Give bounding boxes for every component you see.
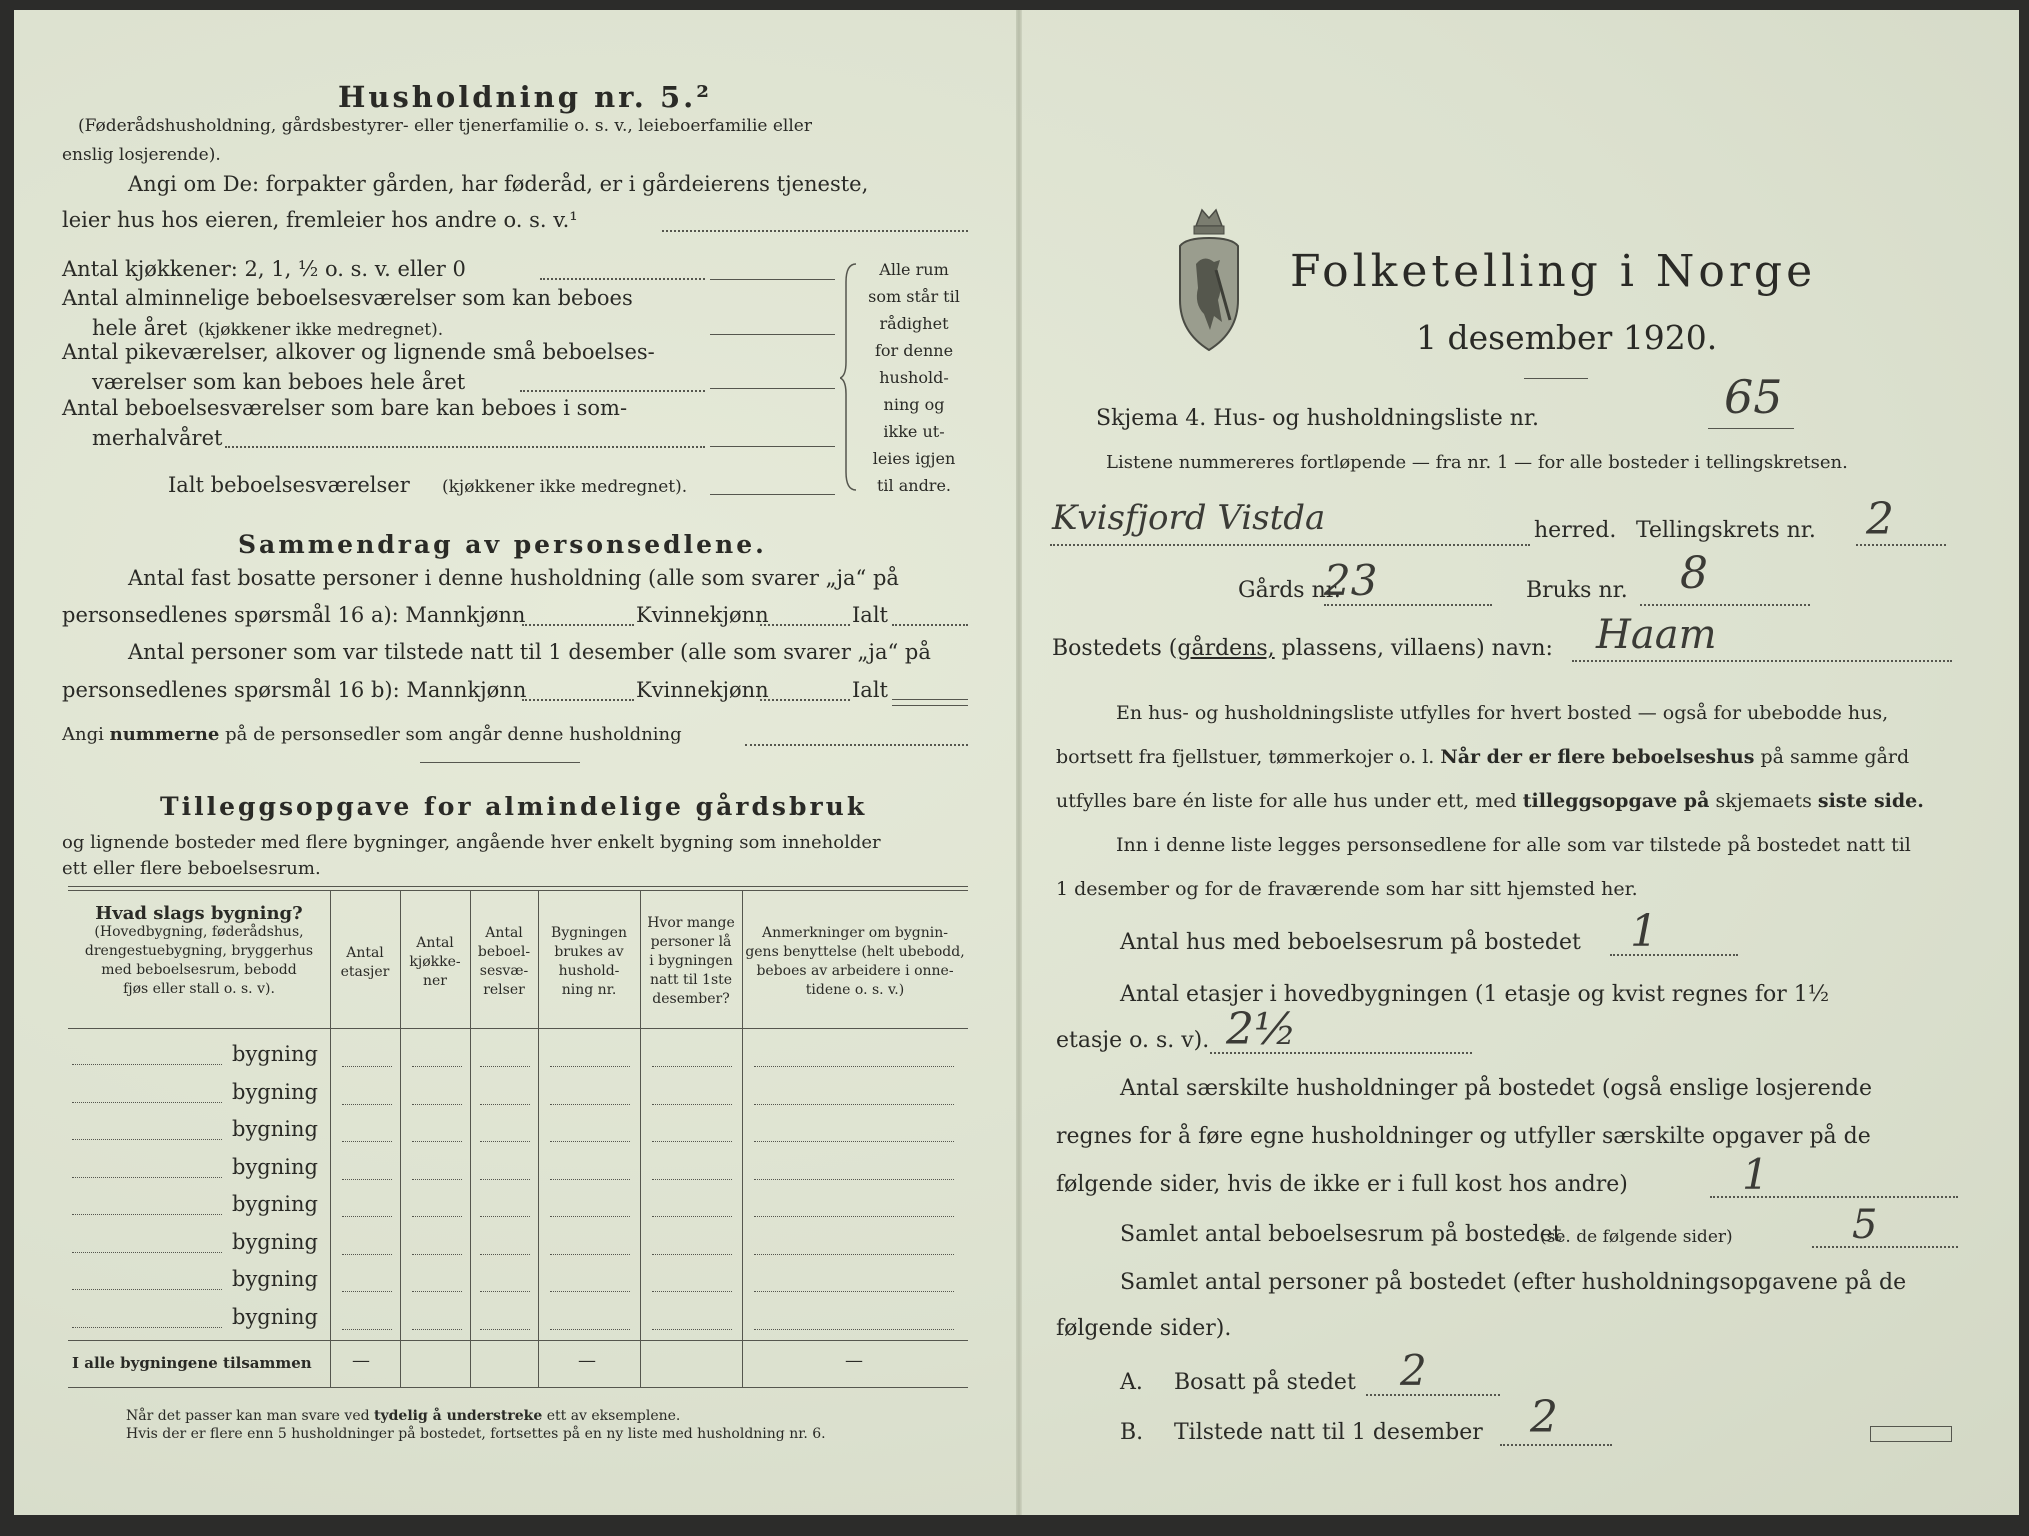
row-cell-fill: [754, 1141, 954, 1142]
row-cell-fill: [342, 1179, 392, 1180]
page-fold: [1016, 10, 1022, 1515]
table-bottom-rule: [68, 1387, 968, 1388]
kjokkener-line: [710, 279, 835, 280]
row-cell-fill: [342, 1291, 392, 1292]
alminnelige-label-2: hele året: [92, 316, 188, 340]
footnote-1-post: ett av eksemplene.: [546, 1408, 681, 1424]
row-cell-fill: [550, 1141, 630, 1142]
header-line: desember?: [652, 991, 730, 1007]
para1-3-mid: skjemaets: [1715, 790, 1812, 812]
header-line: relser: [483, 982, 525, 998]
para1-line-1: En hus- og husholdningsliste utfylles for hvert bosted — også for ubebodde hus,: [1116, 702, 1889, 724]
row-cell-fill: [550, 1291, 630, 1292]
angi-fill-line: [662, 230, 968, 232]
p1-ialt-fill: [892, 624, 968, 626]
herred-label: herred.: [1534, 518, 1617, 543]
para1-3-bold: tilleggsopgave på: [1522, 790, 1710, 812]
header-bygning-title: Hvad slags bygning?: [95, 903, 303, 924]
para1-line-3: [1056, 790, 1924, 812]
main-title: Folketelling i Norge: [1290, 246, 1817, 297]
row-label: bygning: [232, 1267, 318, 1291]
row-cell-fill: [652, 1179, 732, 1180]
b-fill: [1500, 1444, 1612, 1446]
sommer-dots: [225, 446, 705, 448]
samlet-pers-line-2: følgende sider).: [1056, 1316, 1232, 1341]
sammendrag-p2-1: Antal personer som var tilstede natt til 1 desember (alle som svarer „ja“ på: [128, 640, 931, 664]
bruks-fill: [1640, 604, 1810, 606]
printer-stamp: [1870, 1426, 1952, 1442]
row-cell-fill: [652, 1291, 732, 1292]
side-note-line: til andre.: [876, 476, 952, 495]
footnote-2: Hvis der er flere enn 5 husholdninger på bostedet, fortsettes på en ny liste med husholdning nr. 6.: [126, 1426, 826, 1442]
angi-nummerne: [62, 724, 682, 745]
kjokkener-label: Antal kjøkkener: 2, 1, ½ o. s. v. eller 0: [62, 257, 466, 281]
header-line: Antal: [485, 925, 523, 941]
sammendrag-p1-2: personsedlenes spørsmål 16 a): Mannkjønn: [62, 603, 526, 627]
total-dash-husholdning: —: [578, 1350, 596, 1371]
footnote-1-pre: Når det passer kan man svare ved: [126, 1408, 370, 1424]
para1-2-bold: Når der er flere beboelseshus: [1440, 746, 1755, 768]
row-cell-fill: [412, 1179, 462, 1180]
side-note-line: for denne: [874, 341, 954, 360]
header-line: natt til 1ste: [649, 972, 733, 988]
p1-ialt-label: Ialt: [852, 603, 888, 627]
samlet-rum-fill: [1812, 1246, 1958, 1248]
row-cell-fill: [412, 1254, 462, 1255]
row-cell-fill: [342, 1329, 392, 1330]
hus-value: 1: [1630, 906, 1658, 957]
footnote-1: [126, 1408, 680, 1424]
skjema-value: 65: [1724, 370, 1783, 424]
p2-kvinne-label: Kvinnekjønn: [636, 678, 769, 702]
header-cell-anmerkninger: [742, 924, 968, 1000]
header-cell-personer: [640, 914, 742, 1009]
table-total-rule: [68, 1340, 968, 1341]
b-text: Tilstede natt til 1 desember: [1174, 1420, 1483, 1445]
para2-line-1: Inn i denne liste legges personsedlene for alle som var tilstede på bostedet natt til: [1116, 834, 1911, 856]
samlet-rum-note: (se. de følgende sider): [1540, 1227, 1733, 1247]
header-line: tidene o. s. v.): [805, 982, 905, 998]
tellingskrets-fill: [1856, 544, 1946, 546]
ialt-note: (kjøkkener ikke medregnet).: [442, 477, 688, 497]
section-divider: [420, 762, 580, 763]
bosted-value: Haam: [1596, 612, 1717, 658]
saerskilte-fill: [1710, 1196, 1958, 1198]
header-line: etasjer: [340, 964, 390, 980]
listene-note: Listene nummereres fortløpende — fra nr. 1 — for alle bosteder i tellingskretsen.: [1106, 452, 1848, 473]
bosted-fill: [1572, 660, 1952, 662]
row-label: bygning: [232, 1117, 318, 1141]
bostedets-pre: Bostedets: [1052, 636, 1162, 661]
row-label: bygning: [232, 1079, 318, 1104]
row-cell-fill: [652, 1066, 732, 1067]
hus-label: Antal hus med beboelsesrum på bostedet: [1120, 930, 1581, 955]
row-cell-fill: [550, 1329, 630, 1330]
total-dash-anmerkninger: —: [845, 1350, 863, 1371]
header-line: kjøkke-: [409, 954, 461, 970]
row-cell-fill: [754, 1179, 954, 1180]
alminnelige-line: [710, 334, 835, 335]
table-header-rule: [68, 1028, 968, 1029]
row-cell-fill: [412, 1104, 462, 1105]
para1-3-bold2: siste side.: [1817, 790, 1924, 812]
p2-ialt-fill-2: [892, 705, 968, 706]
row-name-fill: [72, 1139, 222, 1140]
etasjer-line-1: Antal etasjer i hovedbygningen (1 etasje og kvist regnes for 1½: [1120, 982, 1830, 1007]
husholdning-title: Husholdning nr. 5.²: [338, 80, 712, 114]
sommer-label-1: Antal beboelsesværelser som bare kan beboes i som-: [62, 396, 628, 420]
samlet-rum-label: Samlet antal beboelsesrum på bostedet: [1120, 1222, 1562, 1247]
row-cell-fill: [412, 1141, 462, 1142]
row-cell-fill: [652, 1216, 732, 1217]
side-note-line: hushold-: [879, 368, 949, 387]
para1-3-pre: utfylles bare én liste for alle hus under ett, med: [1056, 790, 1517, 812]
norwegian-coat-of-arms-icon: [1166, 204, 1252, 354]
husholdning-subtitle-1: (Føderådshusholdning, gårdsbestyrer- eller tjenerfamilie o. s. v., leieboerfamilie eller: [78, 116, 812, 136]
p2-ialt-label: Ialt: [852, 678, 888, 702]
angi-nummerne-bold: nummerne: [109, 724, 220, 745]
ialt-line: [710, 494, 835, 495]
row-cell-fill: [550, 1179, 630, 1180]
p2-kvinne-fill: [760, 699, 850, 701]
kjokkener-dots: [540, 278, 705, 280]
b-label: B.: [1120, 1420, 1144, 1445]
header-cell-etasjer: [330, 944, 400, 982]
sammendrag-title: Sammendrag av personsedlene.: [238, 530, 767, 559]
side-note-line: ikke ut-: [883, 422, 945, 441]
header-line: beboes av arbeidere i onne-: [756, 963, 954, 979]
saerskilte-value: 1: [1742, 1150, 1769, 1199]
bostedets-label: Bostedets (gårdens, plassens, villaens) navn:: [1052, 636, 1553, 661]
gardens-underlined: gårdens,: [1177, 636, 1275, 661]
row-cell-fill: [550, 1216, 630, 1217]
herred-value: Kvisfjord Vistda: [1052, 498, 1326, 538]
footnote-1-bold: tydelig å understreke: [374, 1408, 543, 1424]
etasjer-fill: [1210, 1052, 1472, 1054]
skjema-fill: [1708, 428, 1794, 429]
tellingskrets-label: Tellingskrets nr.: [1636, 518, 1816, 543]
pike-label-2: værelser som kan beboes hele året: [92, 370, 466, 394]
row-cell-fill: [480, 1254, 530, 1255]
row-name-fill: [72, 1102, 222, 1103]
header-line: Bygningen: [551, 925, 627, 941]
header-line: Hvor mange: [647, 915, 735, 931]
header-line: sesvæ-: [479, 963, 529, 979]
skjema-label: Skjema 4. Hus- og husholdningsliste nr.: [1096, 406, 1539, 431]
row-cell-fill: [480, 1216, 530, 1217]
header-cell-vaerelser: [470, 924, 538, 1000]
row-cell-fill: [412, 1329, 462, 1330]
saerskilte-line-2: regnes for å føre egne husholdninger og utfyller særskilte opgaver på de: [1056, 1124, 1871, 1149]
row-cell-fill: [480, 1141, 530, 1142]
p1-kvinne-fill: [760, 624, 850, 626]
p1-kvinne-label: Kvinnekjønn: [636, 603, 769, 627]
angi-nummerne-post: på de personsedler som angår denne husholdning: [225, 724, 682, 745]
row-cell-fill: [342, 1141, 392, 1142]
bostedets-rest: plassens, villaens) navn:: [1281, 636, 1553, 661]
total-dash-etasjer: —: [352, 1350, 370, 1371]
p2-mann-fill: [522, 699, 634, 701]
alminnelige-label-1: Antal alminnelige beboelsesværelser som kan beboes: [62, 286, 633, 310]
side-note-line: Alle rum: [879, 260, 949, 279]
row-cell-fill: [754, 1104, 954, 1105]
row-cell-fill: [480, 1066, 530, 1067]
row-label: bygning: [232, 1229, 318, 1254]
header-line: med beboelsesrum, bebodd: [101, 962, 297, 978]
row-cell-fill: [480, 1291, 530, 1292]
side-note-line: ning og: [883, 395, 945, 414]
header-line: Antal: [416, 935, 454, 951]
title-divider: [1524, 378, 1588, 379]
alminnelige-note: (kjøkkener ikke medregnet).: [198, 320, 444, 340]
row-label: bygning: [232, 1192, 318, 1216]
row-cell-fill: [550, 1104, 630, 1105]
sammendrag-p2-2: personsedlenes spørsmål 16 b): Mannkjønn: [62, 678, 527, 702]
row-cell-fill: [754, 1254, 954, 1255]
sammendrag-p1-1: Antal fast bosatte personer i denne husholdning (alle som svarer „ja“ på: [128, 566, 899, 590]
para1-line-2: [1056, 746, 1909, 768]
header-line: beboel-: [477, 944, 531, 960]
row-cell-fill: [754, 1291, 954, 1292]
gards-label: Gårds nr.: [1238, 578, 1341, 603]
etasjer-value: 2½: [1226, 1004, 1297, 1055]
row-cell-fill: [342, 1066, 392, 1067]
header-cell-kjokkener: [400, 934, 470, 991]
pike-line: [710, 388, 835, 389]
row-cell-fill: [342, 1254, 392, 1255]
husholdning-subtitle-2: enslig losjerende).: [62, 145, 221, 165]
p2-ialt-fill: [892, 699, 968, 700]
a-fill: [1366, 1394, 1500, 1396]
bruks-value: 8: [1680, 548, 1708, 599]
header-cell-husholdning: [538, 924, 640, 1000]
row-cell-fill: [652, 1329, 732, 1330]
row-cell-fill: [754, 1329, 954, 1330]
row-cell-fill: [652, 1104, 732, 1105]
row-name-fill: [72, 1327, 222, 1328]
row-label: bygning: [232, 1154, 318, 1179]
side-note-line: som står til: [868, 287, 960, 306]
angi-nummerne-pre: Angi: [62, 724, 104, 745]
header-line: ning nr.: [561, 982, 617, 998]
etasjer-line-2: etasje o. s. v).: [1056, 1028, 1210, 1053]
a-label: A.: [1120, 1370, 1143, 1395]
a-value: 2: [1400, 1346, 1427, 1395]
row-cell-fill: [412, 1216, 462, 1217]
header-line: Anmerkninger om bygnin-: [762, 925, 948, 941]
row-cell-fill: [480, 1179, 530, 1180]
pike-dots: [520, 390, 705, 392]
row-label: bygning: [232, 1042, 318, 1066]
row-name-fill: [72, 1214, 222, 1215]
header-line: gens benyttelse (helt ubebodd,: [745, 944, 965, 960]
sommer-label-2: merhalvåret: [92, 426, 223, 450]
row-cell-fill: [480, 1104, 530, 1105]
row-cell-fill: [550, 1254, 630, 1255]
header-line: drengestuebygning, bryggerhus: [84, 943, 314, 959]
header-line: hushold-: [558, 963, 620, 979]
row-cell-fill: [652, 1141, 732, 1142]
angi-line-1: Angi om De: forpakter gården, har føderåd, er i gårdeierens tjeneste,: [128, 172, 869, 196]
header-line: Antal: [346, 945, 384, 961]
ialt-label: Ialt beboelsesværelser: [168, 473, 410, 497]
para1-2-post: på samme gård: [1760, 746, 1910, 768]
para2-line-2: 1 desember og for de fraværende som har sitt hjemsted her.: [1056, 878, 1638, 900]
angi-nummerne-fill: [745, 744, 968, 746]
row-cell-fill: [342, 1216, 392, 1217]
row-name-fill: [72, 1289, 222, 1290]
header-line: i bygningen: [649, 953, 733, 969]
a-text: Bosatt på stedet: [1174, 1370, 1356, 1395]
row-cell-fill: [342, 1104, 392, 1105]
tillegg-desc-1: og lignende bosteder med flere bygninger, angående hver enkelt bygning som inneholder: [62, 832, 881, 853]
saerskilte-line-3: følgende sider, hvis de ikke er i full kost hos andre): [1056, 1172, 1628, 1197]
row-cell-fill: [480, 1329, 530, 1330]
tillegg-desc-2: ett eller flere beboelsesrum.: [62, 858, 321, 879]
row-name-fill: [72, 1064, 222, 1065]
para1-2-pre: bortsett fra fjellstuer, tømmerkojer o. l.: [1056, 746, 1435, 768]
angi-line-2: leier hus hos eieren, fremleier hos andre o. s. v.¹: [62, 208, 578, 232]
header-cell-bygning: [68, 904, 330, 999]
samlet-pers-line-1: Samlet antal personer på bostedet (efter husholdningsopgavene på de: [1120, 1270, 1907, 1295]
pike-label-1: Antal pikeværelser, alkover og lignende små beboelses-: [62, 340, 655, 364]
table-top-rule-2: [68, 890, 968, 891]
row-cell-fill: [550, 1066, 630, 1067]
row-cell-fill: [412, 1066, 462, 1067]
row-cell-fill: [652, 1254, 732, 1255]
row-name-fill: [72, 1252, 222, 1253]
tillegg-title: Tilleggsopgave for almindelige gårdsbruk: [160, 792, 868, 821]
tellingskrets-value: 2: [1866, 494, 1894, 545]
brace-icon: [840, 262, 860, 492]
hus-fill: [1610, 954, 1738, 956]
brace-side-note: [864, 256, 964, 499]
row-cell-fill: [754, 1216, 954, 1217]
saerskilte-line-1: Antal særskilte husholdninger på bostedet (også enslige losjerende: [1120, 1076, 1873, 1101]
header-line: brukes av: [554, 944, 624, 960]
table-top-rule: [68, 886, 968, 887]
side-note-line: rådighet: [879, 314, 949, 333]
samlet-rum-value: 5: [1852, 1202, 1878, 1248]
census-date: 1 desember 1920.: [1416, 318, 1718, 357]
header-line: personer lå: [650, 934, 732, 950]
row-name-fill: [72, 1177, 222, 1178]
herred-fill: [1050, 544, 1530, 546]
sommer-line: [710, 446, 835, 447]
header-line: (Hovedbygning, føderådshus,: [94, 924, 304, 940]
side-note-line: leies igjen: [872, 449, 956, 468]
bruks-label: Bruks nr.: [1526, 578, 1628, 603]
p1-mann-fill: [522, 624, 634, 626]
b-value: 2: [1530, 1392, 1558, 1443]
header-line: fjøs eller stall o. s. v).: [123, 981, 275, 997]
row-label: bygning: [232, 1304, 318, 1329]
row-cell-fill: [412, 1291, 462, 1292]
gards-value: 23: [1324, 556, 1378, 605]
row-cell-fill: [754, 1066, 954, 1067]
header-line: ner: [423, 973, 447, 989]
gards-fill: [1324, 604, 1492, 606]
total-row-label: I alle bygningene tilsammen: [72, 1354, 312, 1372]
